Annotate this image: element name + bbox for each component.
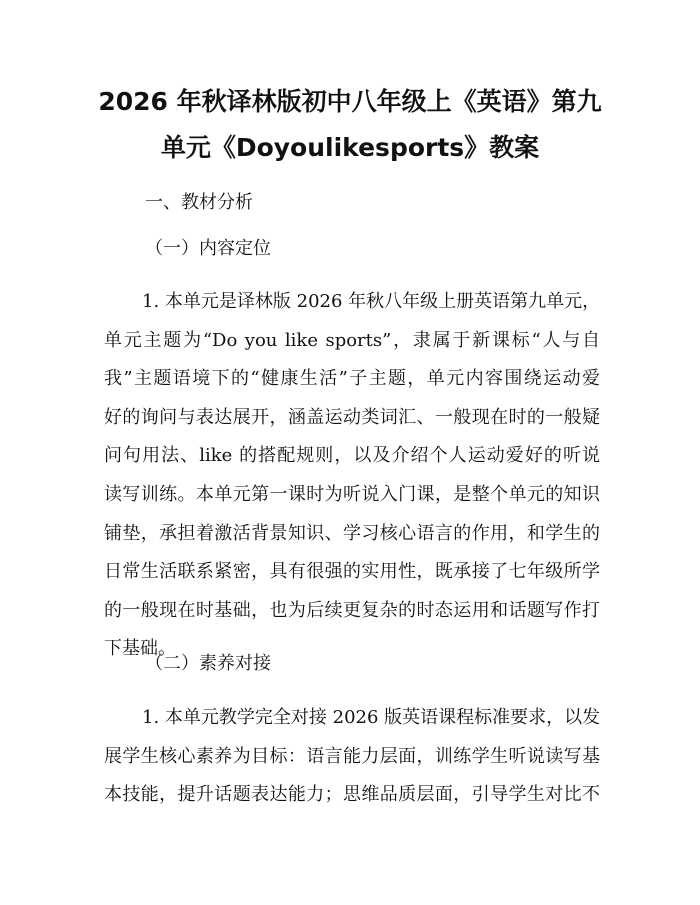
paragraph-line: 展学生核心素养为目标：语言能力层面，训练学生听说读写基 bbox=[104, 745, 600, 767]
paragraph-line: 1. 本单元教学完全对接 2026 版英语课程标准要求，以发 bbox=[142, 707, 600, 728]
paragraph-content-positioning bbox=[104, 283, 600, 669]
paragraph-line: 问句用法、like 的搭配规则，以及介绍个人运动爱好的听说 bbox=[104, 445, 600, 467]
paragraph-line: 日常生活联系紧密，具有很强的实用性，既承接了七年级所学 bbox=[104, 561, 600, 583]
subsection-heading-content-positioning: （一）内容定位 bbox=[145, 238, 271, 259]
paragraph-line: 我”主题语境下的“健康生活”子主题，单元内容围绕运动爱 bbox=[104, 368, 600, 390]
document-title-line-2: 单元《Doyoulikesports》教案 bbox=[160, 133, 540, 162]
section-heading-textbook-analysis: 一、教材分析 bbox=[145, 192, 253, 213]
document-title-line-1: 2026 年秋译林版初中八年级上《英语》第九 bbox=[98, 87, 602, 116]
paragraph-line: 1. 本单元是译林版 2026 年秋八年级上册英语第九单元， bbox=[142, 291, 600, 312]
paragraph-line: 好的询问与表达展开，涵盖运动类词汇、一般现在时的一般疑 bbox=[104, 406, 600, 428]
paragraph-line: 本技能，提升话题表达能力；思维品质层面，引导学生对比不 bbox=[104, 784, 600, 806]
paragraph-literacy-alignment bbox=[104, 699, 600, 815]
paragraph-line: 读写训练。本单元第一课时为听说入门课，是整个单元的知识 bbox=[104, 483, 600, 505]
paragraph-line: 铺垫，承担着激活背景知识、学习核心语言的作用，和学生的 bbox=[104, 522, 600, 544]
paragraph-line: 的一般现在时基础，也为后续更复杂的时态运用和话题写作打 bbox=[104, 599, 600, 621]
paragraph-line: 下基础。 bbox=[104, 638, 176, 660]
paragraph-line: 单元主题为“Do you like sports”，隶属于新课标“人与自 bbox=[104, 329, 600, 351]
subsection-heading-literacy-alignment: （二）素养对接 bbox=[145, 653, 271, 674]
